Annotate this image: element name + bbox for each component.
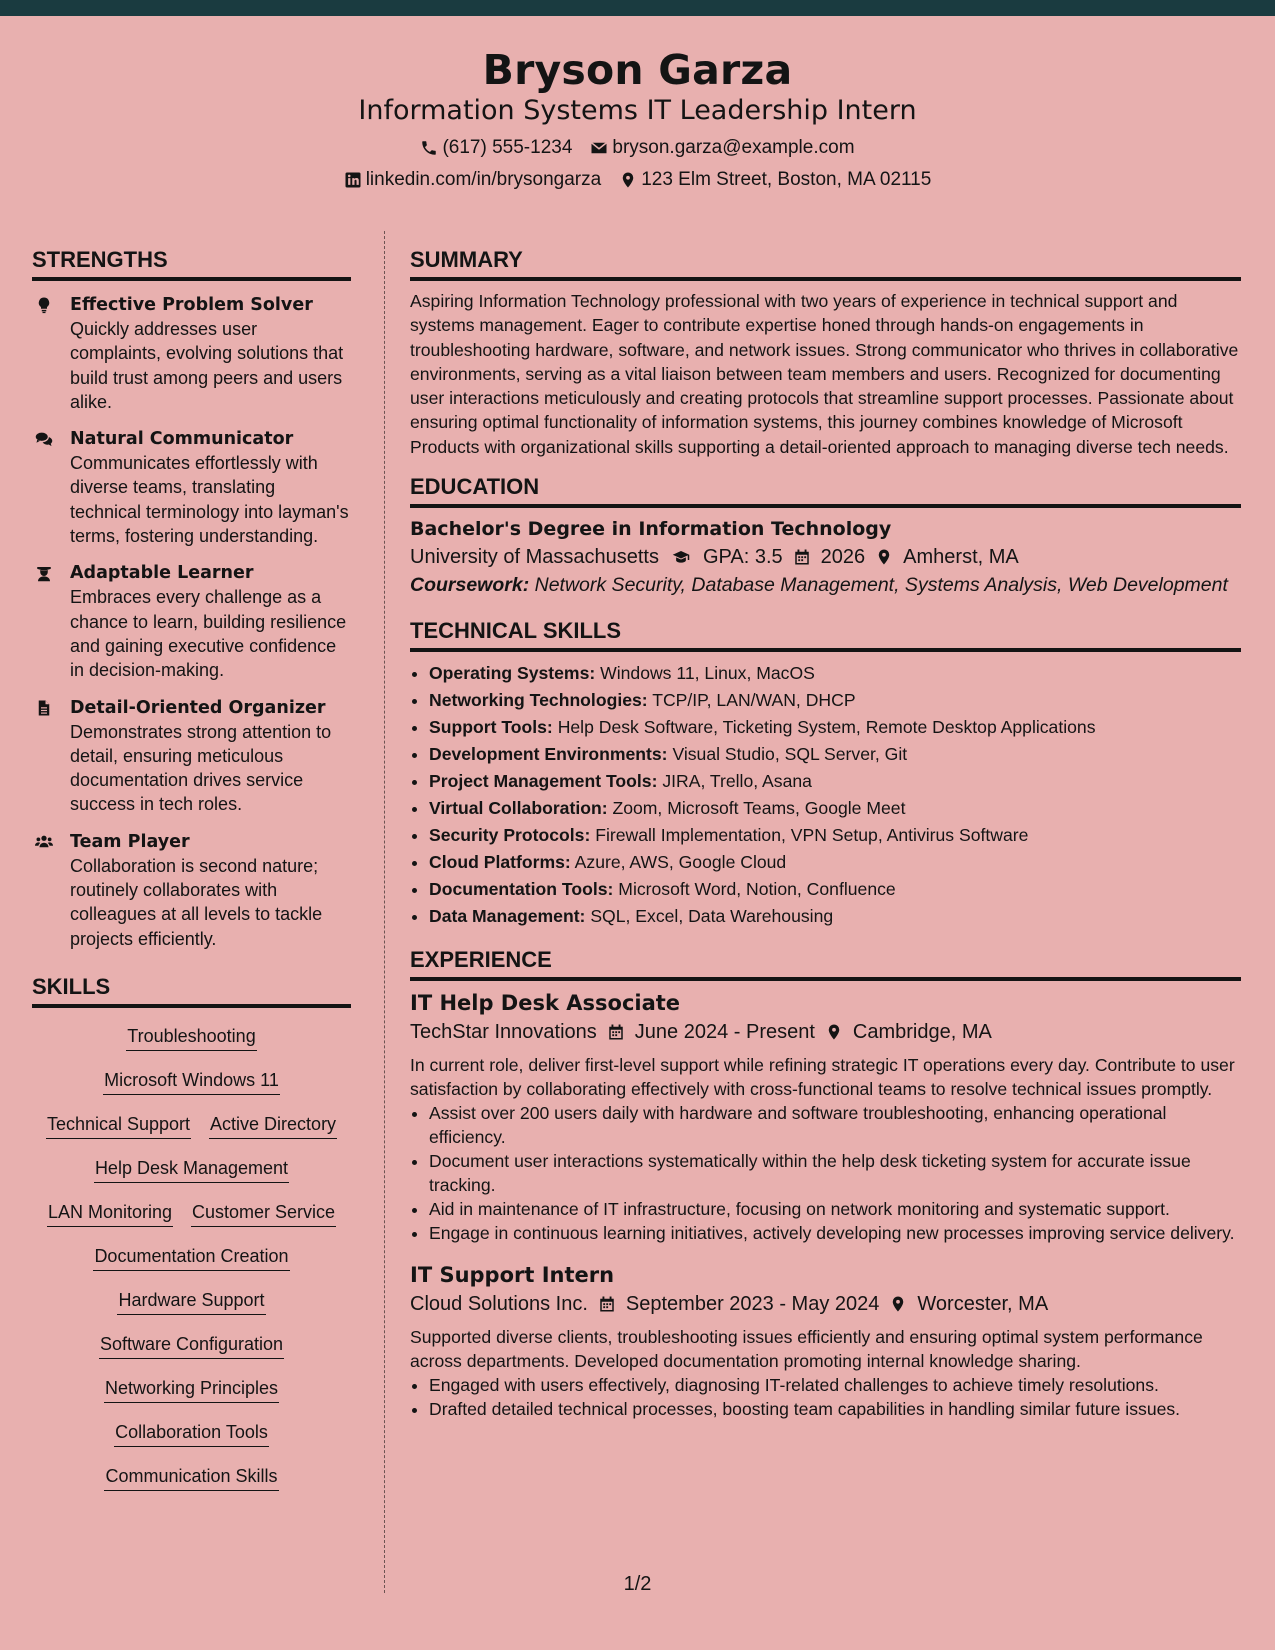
job-entry — [410, 989, 1241, 1245]
technical-skill-label: Support Tools: — [429, 717, 553, 738]
strength-title: Team Player — [70, 831, 190, 852]
strength-item — [32, 293, 351, 414]
education-meta — [410, 542, 1241, 572]
skills-row — [32, 1024, 351, 1051]
skill-tag: Software Configuration — [99, 1332, 284, 1359]
technical-skill-label: Documentation Tools: — [429, 879, 614, 900]
coursework — [410, 573, 1241, 597]
candidate-title: Information Systems IT Leadership Intern — [358, 95, 917, 126]
technical-skill-label: Development Environments: — [429, 744, 668, 765]
technical-skill-item — [429, 903, 1241, 930]
strength-title: Detail-Oriented Organizer — [70, 697, 326, 718]
skills-row — [32, 1156, 351, 1183]
email-contact — [590, 136, 854, 160]
summary-text: Aspiring Information Technology professional with two years of experience in technical support and systems management. Eager to contribute expertise honed through hands-on engagements in troubleshooting hardware, software, and network issues. Strong communicator who thrives in collaborative environments, serving as a vital liaison between team members and users. Recognized for documenting user interactions meticulously and creating protocols that streamline support processes. Passionate about ensuring optimal functionality of information systems, this journey combines knowledge of Microsoft Products with organizational skills supporting a detail-oriented approach to managing diverse tech needs. — [410, 291, 1239, 457]
experience-heading: EXPERIENCE — [410, 946, 1241, 981]
strength-title: Natural Communicator — [70, 429, 294, 450]
job-title: IT Help Desk Associate — [410, 991, 681, 1016]
skill-tag: Documentation Creation — [93, 1244, 289, 1271]
job-bullet: • Drafted detailed technical processes, boosting team capabilities in handling similar future issues. — [429, 1397, 1241, 1421]
phone-text: (617) 555-1234 — [442, 137, 573, 158]
top-color-bar — [0, 0, 1275, 16]
job-bullet: • Engaged with users effectively, diagnosing IT-related challenges to achieve timely resolutions. — [429, 1373, 1241, 1397]
technical-skills-heading: TECHNICAL SKILLS — [410, 617, 1241, 652]
job-meta — [410, 1289, 1241, 1319]
strength-item — [32, 696, 351, 817]
map-pin-icon — [825, 1023, 843, 1041]
technical-skill-item — [429, 822, 1241, 849]
technical-skill-label: Networking Technologies: — [429, 690, 648, 711]
skill-tag: Customer Service — [191, 1200, 336, 1227]
experience-list — [410, 989, 1241, 1421]
technical-skill-value: Zoom, Microsoft Teams, Google Meet — [612, 798, 906, 819]
technical-skills-list — [410, 660, 1241, 930]
technical-skill-label: Virtual Collaboration: — [429, 798, 608, 819]
graduation-year: 2026 — [820, 546, 866, 569]
graduation-cap-icon — [669, 548, 693, 566]
skills-row — [32, 1420, 351, 1447]
skills-row — [32, 1376, 351, 1403]
strengths-heading: STRENGTHS — [32, 246, 351, 281]
strength-title: Adaptable Learner — [70, 563, 254, 584]
skill-tag: Networking Principles — [104, 1376, 279, 1403]
skill-tag: Communication Skills — [104, 1464, 278, 1491]
skills-row — [32, 1288, 351, 1315]
skills-row — [32, 1332, 351, 1359]
graduate-icon — [35, 564, 53, 582]
map-pin-icon — [875, 548, 893, 566]
technical-skill-item — [429, 849, 1241, 876]
skill-tag: LAN Monitoring — [47, 1200, 173, 1227]
page-number: 1/2 — [623, 1573, 652, 1595]
technical-skill-value: Help Desk Software, Ticketing System, Remote Desktop Applications — [557, 717, 1096, 738]
skills-tags — [32, 1016, 351, 1491]
skill-tag: Hardware Support — [117, 1288, 265, 1315]
strength-desc: Demonstrates strong attention to detail, ensuring meticulous documentation drives service success in tech roles. — [70, 721, 332, 815]
technical-skill-item — [429, 876, 1241, 903]
skills-row — [32, 1112, 351, 1139]
company-name: TechStar Innovations — [410, 1021, 597, 1044]
skills-row — [32, 1244, 351, 1271]
technical-skill-value: SQL, Excel, Data Warehousing — [590, 906, 834, 927]
strength-item — [32, 830, 351, 951]
summary-heading: SUMMARY — [410, 246, 1241, 281]
strengths-list — [32, 293, 351, 951]
strength-title: Effective Problem Solver — [70, 295, 313, 315]
job-dates: September 2023 - May 2024 — [625, 1293, 880, 1316]
map-pin-icon — [619, 171, 637, 189]
company-name: Cloud Solutions Inc. — [410, 1293, 588, 1316]
education-heading: EDUCATION — [410, 473, 1241, 508]
skill-tag: Collaboration Tools — [114, 1420, 269, 1447]
job-bullet: • Document user interactions systematically within the help desk ticketing system for accurate issue tracking. — [429, 1149, 1241, 1197]
linkedin-icon — [344, 171, 362, 189]
technical-skill-item — [429, 660, 1241, 687]
strength-desc: Quickly addresses user complaints, evolving solutions that build trust among peers and users alike. — [70, 319, 344, 412]
calendar-icon — [793, 548, 811, 566]
calendar-icon — [598, 1295, 616, 1313]
resume-header — [0, 16, 1275, 204]
skill-tag: Help Desk Management — [94, 1156, 289, 1183]
technical-skill-value: JIRA, Trello, Asana — [662, 771, 812, 792]
map-pin-icon — [889, 1295, 907, 1313]
technical-skill-value: Windows 11, Linux, MacOS — [600, 663, 815, 684]
phone-contact — [420, 136, 572, 160]
job-location: Cambridge, MA — [852, 1021, 992, 1044]
lightbulb-icon — [35, 296, 53, 314]
job-bullets — [410, 1373, 1241, 1421]
right-column — [410, 246, 1241, 1421]
coursework-label: Coursework: — [410, 574, 530, 597]
job-bullets — [410, 1101, 1241, 1245]
strength-desc: Communicates effortlessly with diverse teams, translating technical terminology into layman's terms, fostering understanding. — [70, 453, 349, 547]
users-icon — [35, 833, 53, 851]
gpa-text: GPA: 3.5 — [702, 546, 783, 569]
degree-title: Bachelor's Degree in Information Technology — [410, 518, 892, 541]
candidate-name: Bryson Garza — [482, 46, 793, 94]
technical-skill-value: TCP/IP, LAN/WAN, DHCP — [652, 690, 856, 711]
technical-skill-item — [429, 714, 1241, 741]
calendar-icon — [607, 1023, 625, 1041]
email-text: bryson.garza@example.com — [612, 137, 855, 158]
technical-skill-value: Microsoft Word, Notion, Confluence — [618, 879, 896, 900]
contact-line-1 — [0, 136, 1275, 160]
technical-skill-label: Cloud Platforms: — [429, 852, 571, 873]
skills-row — [32, 1200, 351, 1227]
job-entry — [410, 1245, 1241, 1421]
job-location: Worcester, MA — [917, 1293, 1049, 1316]
left-column — [32, 246, 351, 1491]
job-bullet: • Assist over 200 users daily with hardware and software troubleshooting, enhancing operational efficiency. — [429, 1101, 1241, 1149]
job-bullet: • Engage in continuous learning initiatives, actively developing new processes improving service delivery. — [429, 1221, 1241, 1245]
technical-skill-label: Operating Systems: — [429, 663, 596, 684]
phone-icon — [420, 139, 438, 157]
skills-heading: SKILLS — [32, 973, 351, 1008]
technical-skill-item — [429, 768, 1241, 795]
job-dates: June 2024 - Present — [634, 1021, 815, 1044]
technical-skill-label: Data Management: — [429, 906, 586, 927]
technical-skill-value: Azure, AWS, Google Cloud — [574, 852, 787, 873]
skill-tag: Technical Support — [46, 1112, 191, 1139]
contact-line-2 — [0, 168, 1275, 192]
address-text: 123 Elm Street, Boston, MA 02115 — [641, 169, 932, 190]
technical-skill-value: Visual Studio, SQL Server, Git — [672, 744, 908, 765]
skill-tag: Microsoft Windows 11 — [103, 1068, 280, 1095]
strength-item — [32, 427, 351, 548]
job-description: In current role, deliver first-level support while refining strategic IT operations every day. Contribute to user satisfaction by collaborating effectively with cross-functional teams to resolve technical issues promptly. — [410, 1055, 1235, 1100]
strength-item — [32, 561, 351, 682]
technical-skill-item — [429, 741, 1241, 768]
technical-skill-item — [429, 687, 1241, 714]
coursework-text: Network Security, Database Management, Systems Analysis, Web Development — [534, 574, 1228, 597]
job-description: Supported diverse clients, troubleshooting issues efficiently and ensuring optimal system performance across departments. Developed documentation promoting internal knowledge sharing. — [410, 1327, 1203, 1372]
technical-skill-value: Firewall Implementation, VPN Setup, Antivirus Software — [595, 825, 1029, 846]
address-contact — [619, 168, 931, 192]
strength-desc: Embraces every challenge as a chance to learn, building resilience and gaining executive confidence in decision-making. — [70, 587, 347, 681]
job-bullet: • Aid in maintenance of IT infrastructure, focusing on network monitoring and systematic support. — [429, 1197, 1241, 1221]
skill-tag: Troubleshooting — [126, 1024, 256, 1051]
linkedin-contact — [344, 168, 602, 192]
linkedin-text: linkedin.com/in/brysongarza — [365, 169, 602, 190]
skill-tag: Active Directory — [209, 1112, 337, 1139]
school-location: Amherst, MA — [903, 546, 1019, 569]
job-meta — [410, 1017, 1241, 1047]
comments-icon — [35, 430, 53, 448]
school-name: University of Massachusetts — [410, 546, 659, 569]
technical-skill-label: Security Protocols: — [429, 825, 591, 846]
job-title: IT Support Intern — [410, 1263, 615, 1288]
document-icon — [35, 699, 53, 717]
skills-row — [32, 1068, 351, 1095]
technical-skill-label: Project Management Tools: — [429, 771, 658, 792]
column-divider — [384, 231, 385, 1593]
strength-desc: Collaboration is second nature; routinely collaborates with colleagues at all levels to tackle projects efficiently. — [70, 855, 323, 949]
envelope-icon — [590, 139, 608, 157]
skills-row — [32, 1464, 351, 1491]
technical-skill-item — [429, 795, 1241, 822]
